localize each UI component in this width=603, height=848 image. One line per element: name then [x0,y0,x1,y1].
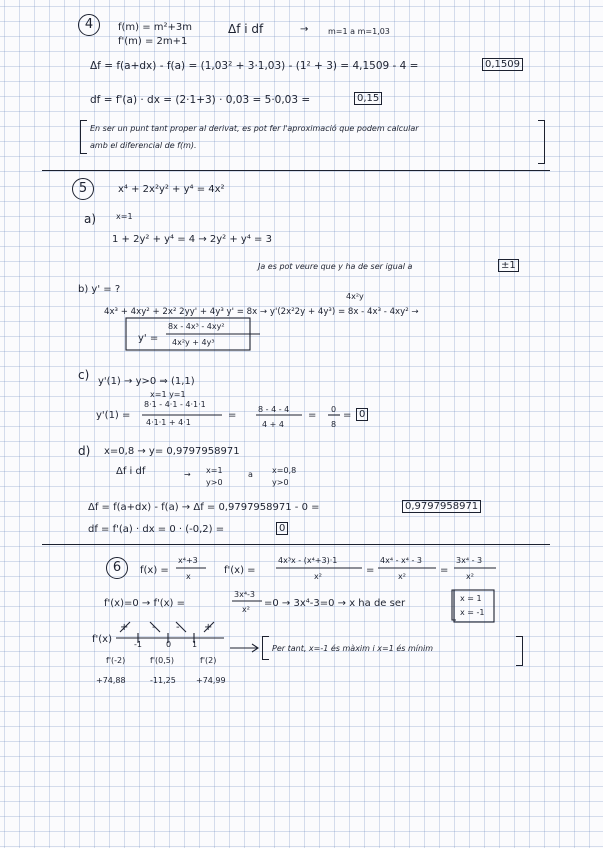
ex4-df-expression: df = f'(a) · dx = (2·1+3) · 0,03 = 5·0,03 = [90,94,311,106]
exercise-5-number: 5 [72,178,94,200]
ex6-sign-1: + [120,622,129,633]
ex5-part-d-to: a [248,470,253,479]
ex5-part-a-work: 1 + 2y² + y⁴ = 4 → 2y² + y⁴ = 3 [112,234,272,245]
ex4-derivative-definition: f'(m) = 2m+1 [118,36,188,47]
ex4-delta-f-result: 0,1509 [482,58,523,71]
ex6-solve-line: f'(x)=0 → f'(x) = [104,598,186,609]
ex5-part-c-equals-2: = [308,410,317,421]
ex5-part-a-given: x=1 [116,212,133,221]
ex5-part-c-denominator-1: 4·1·1 + 4·1 [146,418,191,427]
ex4-task-values: m=1 a m=1,03 [328,27,390,36]
ex5-part-a-result: ±1 [498,259,519,272]
ex5-part-d-from-y: y>0 [206,478,223,487]
ex4-function-definition: f(m) = m²+3m [118,22,193,33]
ex6-fprime-denominator-2: x² [398,572,406,581]
ex6-fprime-equals-1: = [366,565,375,576]
ex5-part-a-label: a) [84,212,97,226]
ex4-delta-f-expression: Δf = f(a+dx) - f(a) = (1,03² + 3·1,03) - (1² + 3) = 4,1509 - 4 = [90,60,419,72]
ex6-test-value-1: +74,88 [96,676,126,685]
ex5-part-d-arrow-1: → [184,470,191,479]
ex5-part-d-df: df = f'(a) · dx = 0 · (-0,2) = [88,524,225,535]
ex5-part-b-label: b) y' = ? [78,284,121,295]
ex5-part-d-to-y: y>0 [272,478,289,487]
ex6-solve-numerator: 3x⁴-3 [234,590,256,599]
ex6-f-numerator: x⁴+3 [178,556,198,565]
ex6-fprime-denominator-1: x² [314,572,322,581]
ex6-test-value-3: +74,99 [196,676,226,685]
ex6-solve-denominator: x² [242,605,250,614]
ex6-solve-rest: =0 → 3x⁴-3=0 → x ha de ser [264,598,406,609]
ex6-solutions-box [454,590,494,622]
ex6-point-3: 1 [192,640,198,649]
ex4-task: Δf i df [228,22,264,36]
exercise-4-number: 4 [78,14,100,36]
ex5-part-c-line: y'(1) → y>0 ⇒ (1,1) [98,376,195,387]
ex5-part-d-line: x=0,8 → y= 0,9797958971 [104,446,240,457]
ex5-part-d-df-result: 0 [276,522,288,535]
ex5-part-c-numerator-3: 0 [331,405,337,414]
ex6-arrow-down-1 [150,622,160,632]
ex6-f-prefix: f(x) = [140,565,169,576]
ex5-part-d-delta-f: Δf = f(a+dx) - f(a) → Δf = 0,9797958971 - 0 = [88,502,320,513]
exercise-6-number: 6 [106,557,128,579]
ex6-fprime-equals-2: = [440,565,449,576]
ex6-solution-x1: x = 1 [460,594,482,603]
ex5-part-c-numerator-2: 8 - 4 - 4 [258,405,290,414]
ex5-part-b-differentiation: 4x³ + 4xy² + 2x² 2yy' + 4y³ y' = 8x → y'(2x²2y + 4y³) = 8x - 4x³ - 4xy² → [104,307,419,317]
ex6-fprime-numerator-3: 3x⁴ - 3 [456,556,483,565]
ex5-part-c-prefix: y'(1) = [96,410,131,421]
ex4-task-arrow: → [300,24,309,35]
ex6-sign-chart-label: f'(x) [92,634,112,645]
ex6-point-1: -1 [134,640,142,649]
ex5-part-c-equals: = [228,410,237,421]
ex6-arrow-down-2 [176,622,186,632]
ex5-part-b-numerator: 8x - 4x³ - 4xy² [168,322,225,331]
ex5-part-c-label: c) [78,368,90,382]
ex6-point-2: 0 [166,640,172,649]
ex6-test-label-2: f'(0,5) [150,656,174,665]
ex5-part-c-equals-3: = [343,410,352,421]
ex6-test-label-3: f'(2) [200,656,217,665]
ex5-part-c-numerator-1: 8·1 - 4·1 - 4·1·1 [144,400,206,409]
ex5-equation: x⁴ + 2x²y² + y⁴ = 4x² [118,184,225,195]
ex6-sign-4: + [204,622,213,633]
ex6-fprime-prefix: f'(x) = [224,565,256,576]
ex6-sign-3: - [176,622,180,633]
ex6-conclusion: Per tant, x=-1 és màxim i x=1 és mínim [272,644,434,653]
ex6-test-value-2: -11,25 [150,676,176,685]
ex6-solution-x2: x = -1 [460,608,485,617]
ex6-f-denominator: x [186,572,191,581]
ex5-part-b-result-prefix: y' = [138,333,159,344]
ex5-part-d-label: d) [78,444,91,458]
ex4-comment-line-1: En ser un punt tant proper al derivat, es pot fer l'aproximació que podem calcular [90,124,419,133]
ex5-part-d-delta-f-result: 0,9797958971 [402,500,481,513]
ex6-fprime-numerator-2: 4x⁴ - x⁴ - 3 [380,556,423,565]
ex5-part-b-denominator: 4x²y + 4y³ [172,338,215,347]
ex5-part-c-annotation: x=1 y=1 [150,390,186,399]
ex6-test-label-1: f'(-2) [106,656,126,665]
ex5-part-a-note: Ja es pot veure que y ha de ser igual a [258,262,413,271]
ex4-comment-line-2: amb el diferencial de f(m). [90,141,197,150]
ex6-sign-2: - [152,622,156,633]
ex5-part-d-task: Δf i df [116,466,146,477]
ex5-part-d-from-x: x=1 [206,466,223,475]
ex4-df-result: 0,15 [354,92,382,105]
ex5-part-c-denominator-2: 4 + 4 [262,420,284,429]
ex5-part-b-annotation: 4x²y [346,292,364,301]
ex5-part-c-denominator-3: 8 [331,420,337,429]
ex5-part-d-to-x: x=0,8 [272,466,297,475]
ex6-fprime-denominator-3: x² [466,572,474,581]
ex5-part-c-result: 0 [356,408,368,421]
ex6-fprime-numerator-1: 4x³x - (x⁴+3)·1 [278,556,338,565]
ex6-arrow-up-2 [204,622,214,632]
ex6-arrow-up-1 [120,622,130,632]
